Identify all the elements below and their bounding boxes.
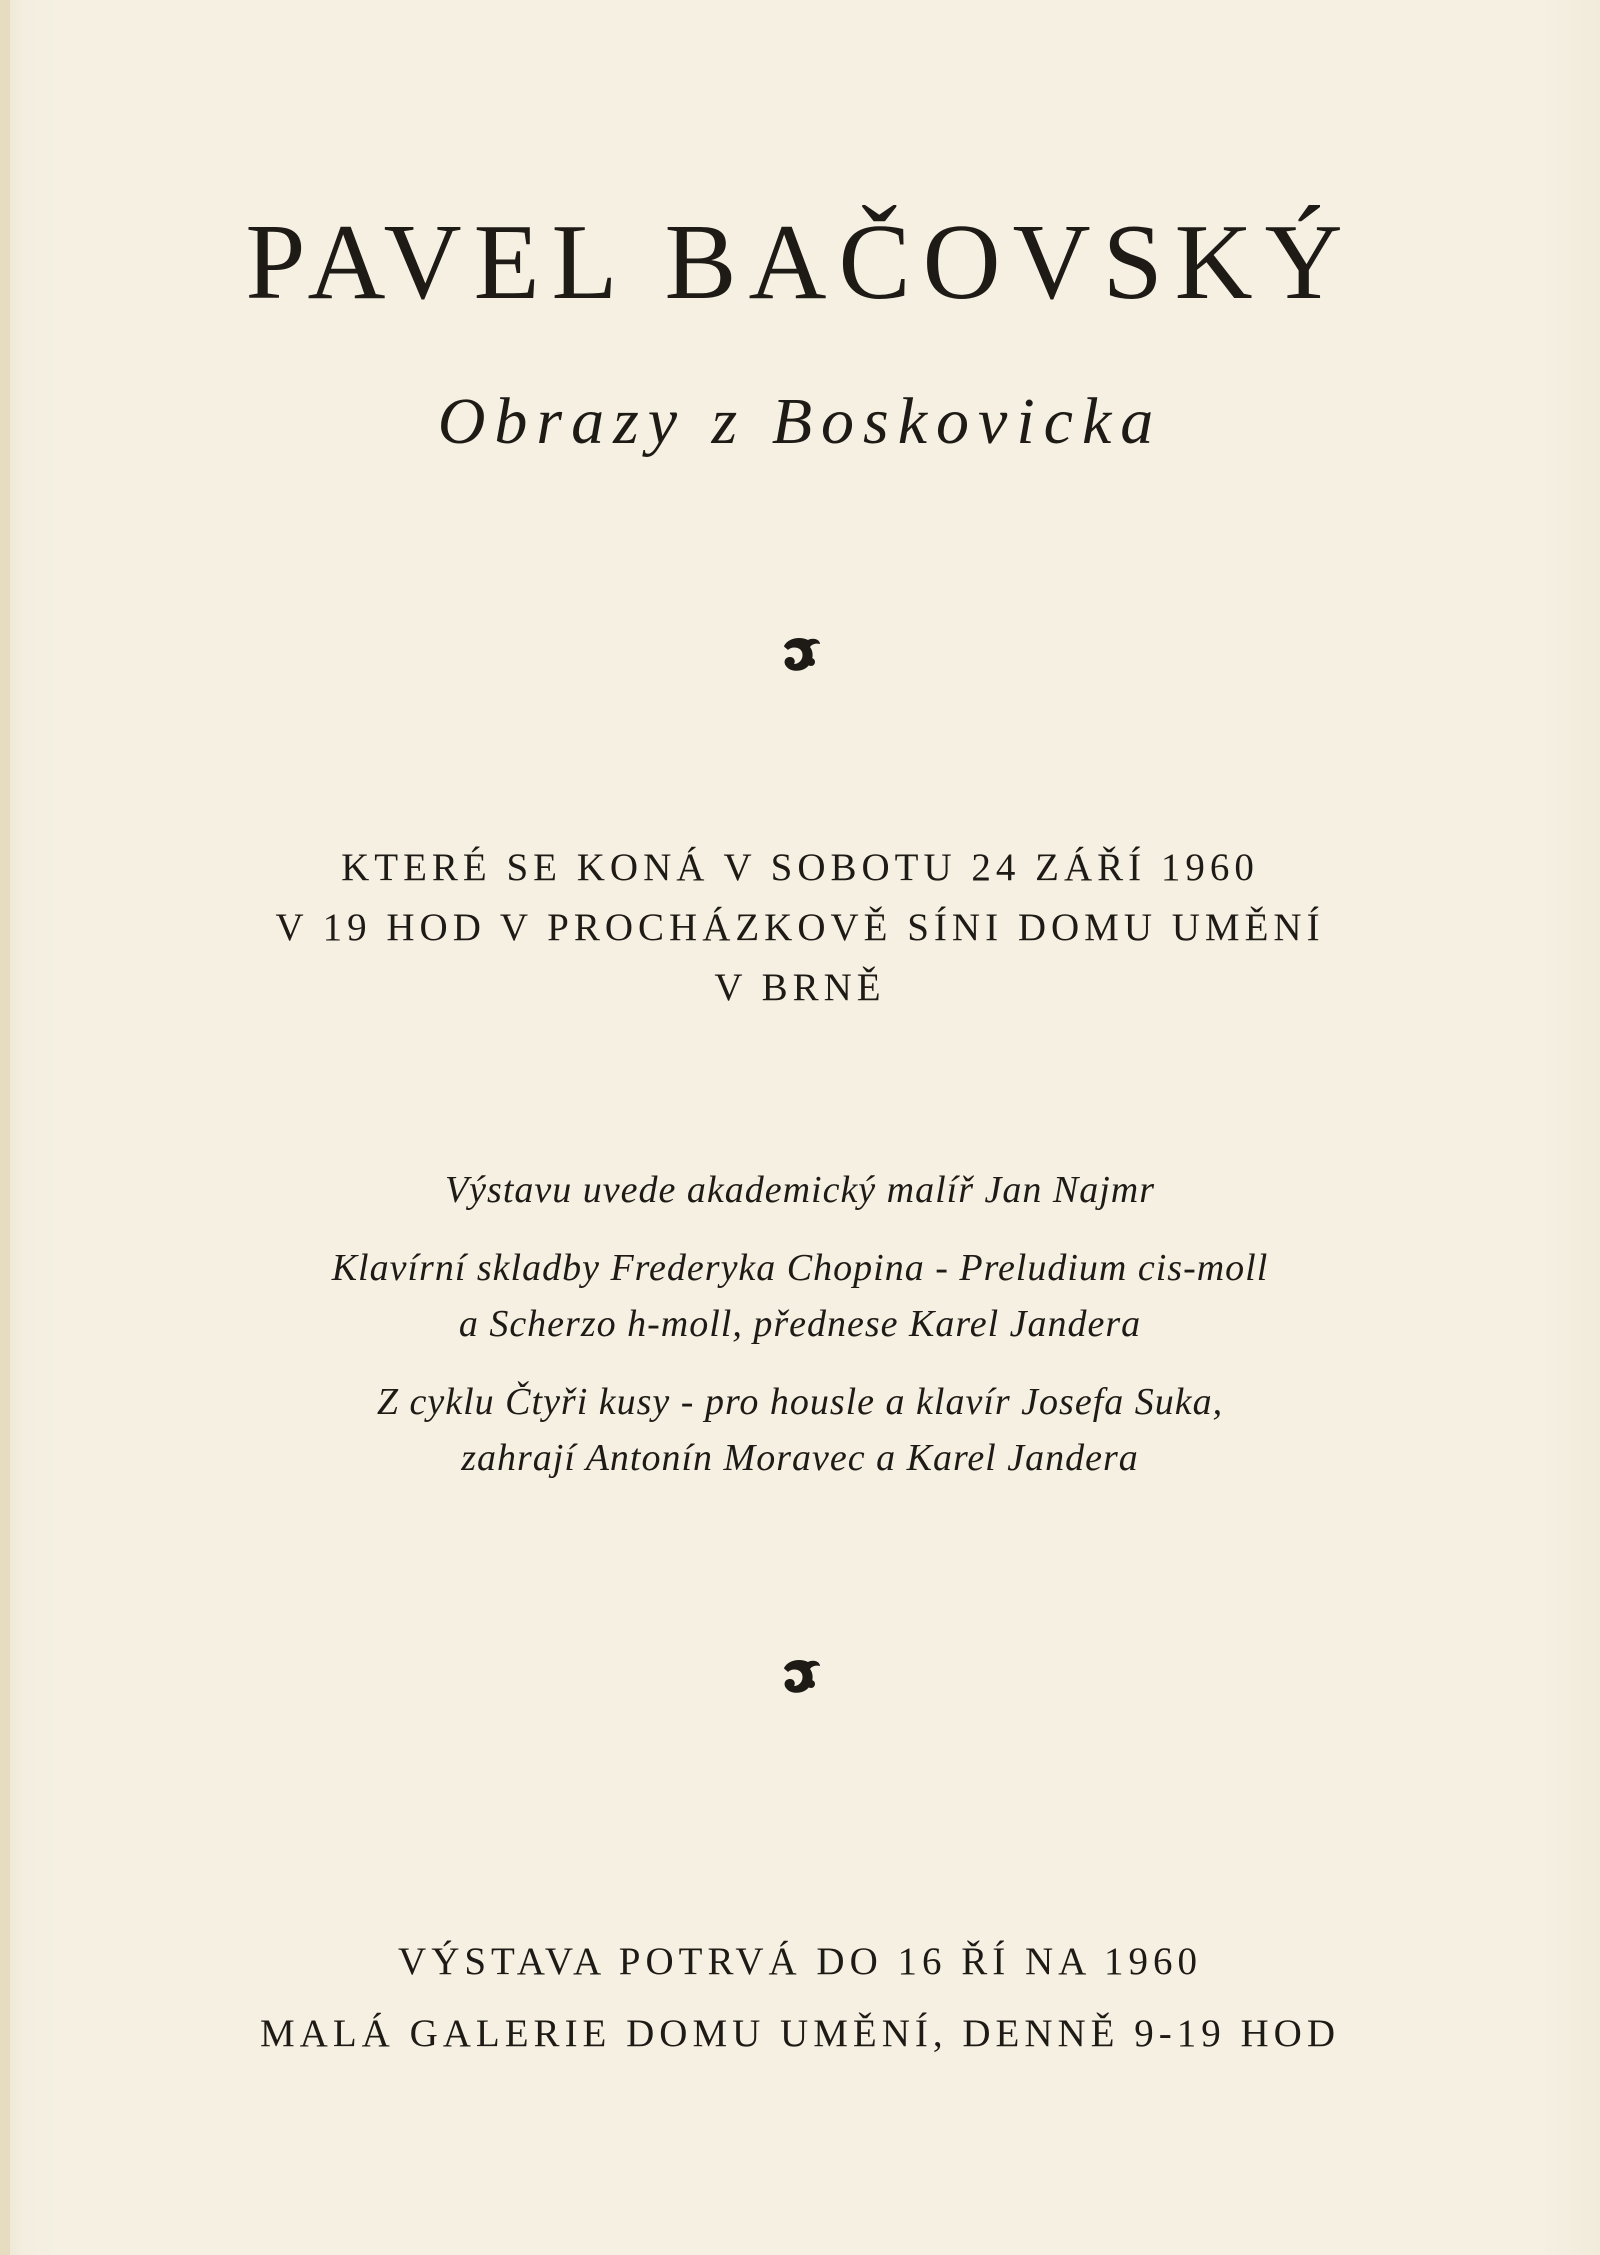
closing-info: [0, 1932, 1600, 2076]
program-spacer: [0, 1218, 1600, 1240]
fleuron-icon: [778, 632, 824, 678]
event-city-line: V BRNĚ: [714, 966, 886, 1009]
program-chopin-line-2: a Scherzo h-moll, přednese Karel Jandera: [458, 1303, 1142, 1345]
event-venue-line: V 19 HOD V PROCHÁZKOVĚ SÍNI DOMU UMĚNÍ: [275, 906, 1325, 949]
program-suk-line-2: zahrají Antonín Moravec a Karel Jandera: [461, 1437, 1139, 1479]
program-opening: Výstavu uvede akademický malíř Jan Najmr: [444, 1169, 1156, 1211]
program: [0, 1162, 1600, 1486]
artist-name: PAVEL BAČOVSKÝ: [245, 203, 1355, 322]
paper-edge: [0, 0, 10, 2255]
event-date-line: KTERÉ SE KONÁ V SOBOTU 24 ZÁŘÍ 1960: [341, 846, 1259, 889]
exhibition-subtitle: Obrazy z Boskovicka: [437, 385, 1163, 458]
exhibition-duration: VÝSTAVA POTRVÁ DO 16 ŘÍ NA 1960: [398, 1940, 1202, 1983]
event-details: [0, 838, 1600, 1018]
gallery-hours: MALÁ GALERIE DOMU UMĚNÍ, DENNĚ 9-19 HOD: [260, 2012, 1340, 2055]
program-chopin-line-1: Klavírní skladby Frederyka Chopina - Preludium cis-moll: [331, 1247, 1269, 1289]
fleuron-icon: [778, 1654, 824, 1700]
program-spacer: [0, 1352, 1600, 1374]
program-suk-line-1: Z cyklu Čtyři kusy - pro housle a klavír Josefa Suka,: [376, 1381, 1224, 1423]
